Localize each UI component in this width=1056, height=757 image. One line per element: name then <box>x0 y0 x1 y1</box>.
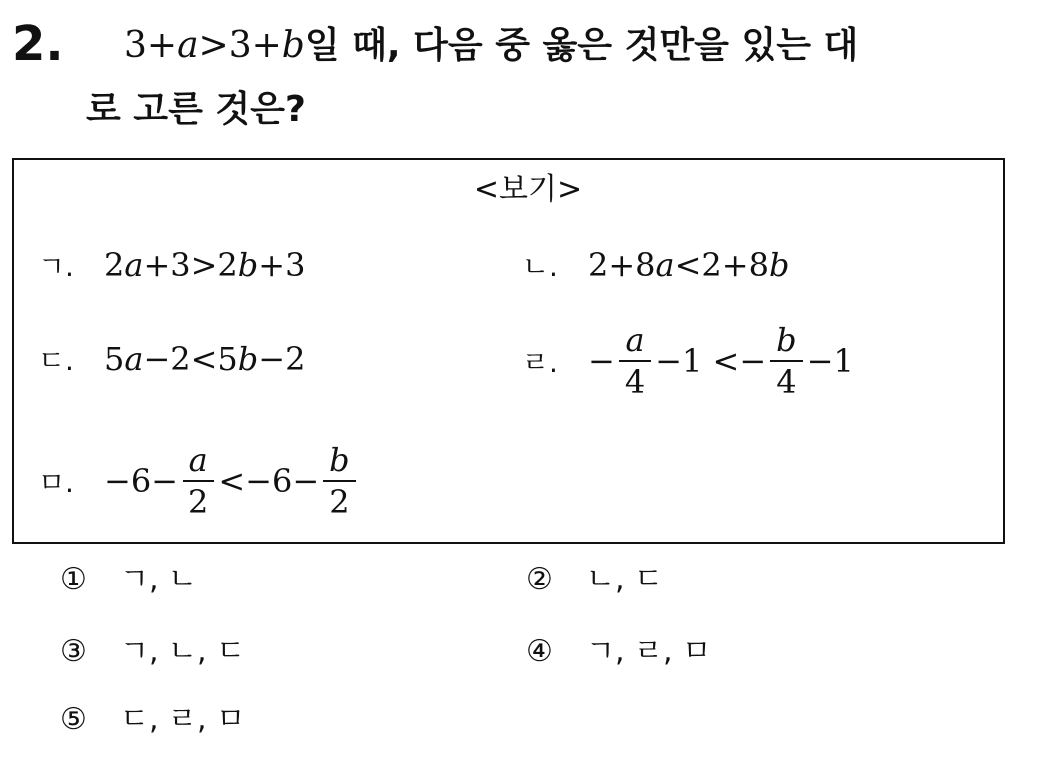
question-line-1 <box>124 22 858 70</box>
choice-number: ③ <box>60 634 87 669</box>
fraction-denominator: 2 <box>187 483 209 521</box>
choice-text: ㄱ, ㄴ, ㄷ <box>120 634 246 669</box>
choice-text: ㄱ, ㄹ, ㅁ <box>586 634 712 669</box>
fraction-a-over-2 <box>182 441 214 521</box>
choice-number: ① <box>60 562 87 597</box>
fraction-numerator: b <box>329 441 350 479</box>
bogi-item-marker: ㄴ. <box>522 250 558 283</box>
choice-1[interactable] <box>60 560 197 600</box>
bogi-item-marker: ㄷ. <box>38 344 74 377</box>
choice-5[interactable] <box>60 700 245 740</box>
question-math-lead: 3+a>3+b <box>124 25 305 66</box>
bogi-item-marker: ㄱ. <box>38 250 74 283</box>
fraction-denominator: 4 <box>624 363 646 401</box>
expr-pre: −6− <box>104 462 178 500</box>
bogi-title: <보기> <box>473 172 583 207</box>
bogi-item-giyeok <box>38 242 305 288</box>
expr-post: −1 <box>806 342 854 380</box>
fraction-denominator: 4 <box>776 363 797 401</box>
expr-mid: −1 <− <box>655 342 767 380</box>
bogi-item-digeut <box>38 336 305 382</box>
question-number: 2. <box>12 16 64 72</box>
bogi-item-marker: ㅁ. <box>38 466 74 499</box>
choice-number: ④ <box>526 634 553 669</box>
fraction-numerator: b <box>776 321 797 359</box>
question-text-line-2: 로 고른 것은? <box>86 89 306 130</box>
bogi-item-expression: 2+8 a <2+8 b <box>588 246 790 284</box>
bogi-item-mieum <box>38 438 360 524</box>
choice-2[interactable] <box>526 560 663 600</box>
bogi-item-expression <box>588 321 854 401</box>
bogi-item-rieul <box>522 318 854 404</box>
choice-number: ⑤ <box>60 702 87 737</box>
choice-text: ㄷ, ㄹ, ㅁ <box>120 702 246 737</box>
fraction-denominator: 2 <box>329 483 350 521</box>
fraction-numerator: a <box>625 321 645 359</box>
fraction-b-over-4 <box>770 321 802 401</box>
bogi-item-marker: ㄹ. <box>522 346 558 379</box>
choice-text: ㄴ, ㄷ <box>586 562 664 597</box>
choice-number: ② <box>526 562 553 597</box>
choice-3[interactable] <box>60 632 245 672</box>
bogi-item-expression: 2 a +3>2 b +3 <box>104 246 306 284</box>
fraction-numerator: a <box>188 441 208 479</box>
choice-text: ㄱ, ㄴ <box>120 562 198 597</box>
expr-pre: − <box>588 342 615 380</box>
fraction-b-over-2 <box>323 441 355 521</box>
fraction-a-over-4 <box>619 321 651 401</box>
bogi-item-expression: 5 a −2<5 b −2 <box>104 340 306 378</box>
choice-4[interactable] <box>526 632 711 672</box>
question-text-line-1: 일 때, 다음 중 옳은 것만을 있는 대 <box>304 25 859 66</box>
expr-mid: <−6− <box>218 462 320 500</box>
bogi-item-nieun <box>522 242 789 288</box>
bogi-item-expression <box>104 441 360 521</box>
